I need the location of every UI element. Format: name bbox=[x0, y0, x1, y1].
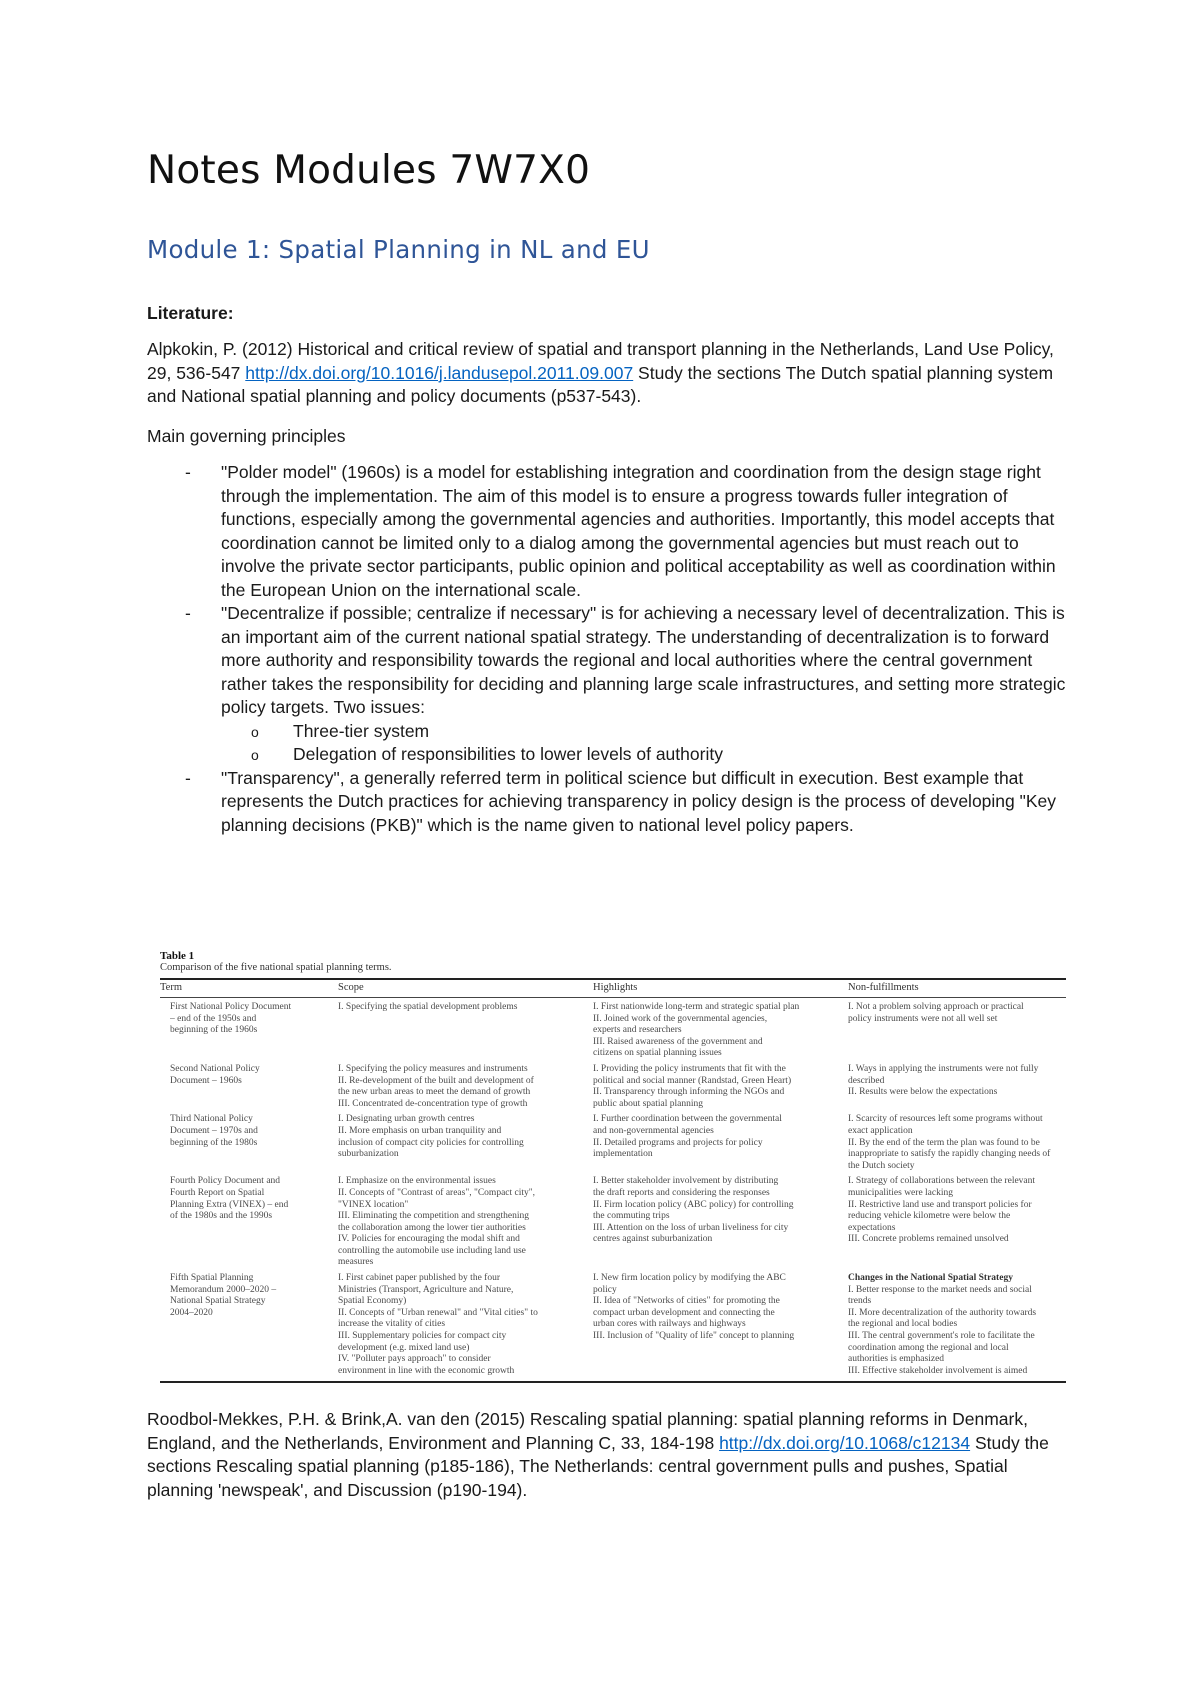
table-row bbox=[160, 1110, 1066, 1172]
cell-line: I. New firm location policy by modifying the ABC bbox=[593, 1273, 786, 1284]
cell-line: I. Scarcity of resources left some programs without bbox=[848, 1114, 1043, 1125]
sub-list-item bbox=[221, 720, 1072, 744]
cell-line: the collaboration among the lower tier authorities bbox=[338, 1222, 526, 1233]
circle-bullet: o bbox=[251, 747, 259, 763]
cell-line: centres against suburbanization bbox=[593, 1234, 713, 1245]
cell-line: the regional and local bodies bbox=[848, 1319, 958, 1330]
table-title: Table 1 bbox=[160, 950, 195, 962]
reference-text: Roodbol-Mekkes, P.H. & Brink,A. van den (2015) Rescaling spatial planning: spatial planning reforms in Denmark, England, and the Netherlands, Environment and Planning C, 33, 184-198 bbox=[147, 1409, 1028, 1453]
dash-bullet: - bbox=[185, 767, 191, 788]
cell-highlights bbox=[593, 1064, 848, 1110]
cell-line: III. Concrete problems remained unsolved bbox=[848, 1234, 1009, 1245]
cell-line: III. Supplementary policies for compact city bbox=[338, 1331, 507, 1342]
cell-highlights bbox=[593, 1114, 848, 1172]
comparison-table-figure bbox=[160, 950, 1066, 1383]
list-item-text: "Decentralize if possible; centralize if necessary" is for achieving a necessary level of decentralization. This is an important aim of the current national spatial strategy. The understanding of decentralization is to forward more authority and responsibility towards the regional and local authorities where the central government rather takes the responsibility for deciding and planning large scale infrastructures, and setting more strategic policy targets. Two issues: bbox=[221, 603, 1066, 717]
cell-line: – end of the 1950s and bbox=[170, 1013, 257, 1024]
cell-line: III. Eliminating the competition and strengthening bbox=[338, 1211, 530, 1222]
cell-line: I. Better response to the market needs and social bbox=[848, 1284, 1032, 1295]
list-item-text: "Polder model" (1960s) is a model for establishing integration and coordination from the design stage right through the implementation. The aim of this model is to ensure a progress towards fuller integration of functions, especially among the governmental agencies and authorities. Importantly, this model accepts that coordination cannot be limited only to a dialog among the governmental agencies but must reach out to involve the private sector participants, public opinion and political acceptability as well as coordination within the European Union on the international scale. bbox=[221, 462, 1056, 600]
cell-line: II. Transparency through informing the NGOs and bbox=[593, 1087, 785, 1098]
cell-term bbox=[160, 1114, 338, 1172]
cell-line: I. Better stakeholder involvement by distributing bbox=[593, 1176, 779, 1187]
cell-line: experts and researchers bbox=[593, 1025, 682, 1036]
cell-line: Spatial Economy) bbox=[338, 1296, 407, 1307]
cell-line: II. Results were below the expectations bbox=[848, 1087, 998, 1098]
table-row bbox=[160, 1060, 1066, 1110]
table-row bbox=[160, 998, 1066, 1060]
cell-line: I. Further coordination between the governmental bbox=[593, 1114, 782, 1125]
cell-line: III. Inclusion of "Quality of life" concept to planning bbox=[593, 1331, 795, 1342]
principles-heading: Main governing principles bbox=[147, 425, 346, 446]
cell-line: Third National Policy bbox=[170, 1114, 253, 1125]
table-row bbox=[160, 1172, 1066, 1269]
sub-item-text: Three-tier system bbox=[293, 720, 430, 741]
reference-note: Study the sections The Dutch spatial planning system and National spatial planning and policy documents (p537-543). bbox=[147, 362, 1054, 406]
cell-line: compact urban development and connecting the bbox=[593, 1307, 775, 1318]
reference-note: Study the sections Rescaling spatial planning (p185-186), The Netherlands: central government pulls and pushes, Spatial planning 'newspeak', and Discussion (p190-194). bbox=[147, 1432, 1049, 1500]
cell-highlights bbox=[593, 1273, 848, 1377]
cell-line: development (e.g. mixed land use) bbox=[338, 1342, 470, 1353]
cell-line: beginning of the 1980s bbox=[170, 1137, 258, 1148]
cell-term bbox=[160, 1002, 338, 1060]
principles-list bbox=[147, 461, 1072, 837]
list-item bbox=[147, 767, 1072, 838]
header-term-label: Term bbox=[160, 982, 183, 993]
cell-scope bbox=[338, 1064, 593, 1110]
cell-nonfulfillments bbox=[848, 1064, 1066, 1110]
cell-line: policy instruments were not all well set bbox=[848, 1013, 998, 1024]
cell-scope bbox=[338, 1002, 593, 1060]
cell-nonfulfillments bbox=[848, 1273, 1066, 1377]
cell-line: I. Ways in applying the instruments were not fully bbox=[848, 1063, 1039, 1074]
cell-line: III. Effective stakeholder involvement is aimed bbox=[848, 1365, 1028, 1376]
header-nonfulfillments-label: Non-fulfillments bbox=[848, 982, 919, 993]
cell-line: Document – 1970s and bbox=[170, 1125, 258, 1136]
cell-line: I. Specifying the policy measures and instruments bbox=[338, 1063, 528, 1074]
header-term bbox=[160, 981, 338, 995]
cell-line: the new urban areas to meet the demand of growth bbox=[338, 1087, 531, 1098]
cell-highlights bbox=[593, 1176, 848, 1269]
cell-line: coordination among the regional and local bbox=[848, 1342, 1009, 1353]
cell-line: trends bbox=[848, 1296, 872, 1307]
cell-line: III. Concentrated de-concentration type of growth bbox=[338, 1098, 528, 1109]
cell-line: described bbox=[848, 1075, 885, 1086]
table-bottom-rule bbox=[160, 1381, 1066, 1383]
cell-line: Fourth Report on Spatial bbox=[170, 1187, 265, 1198]
cell-line: Planning Extra (VINEX) – end bbox=[170, 1199, 289, 1210]
cell-line: I. First nationwide long-term and strategic spatial plan bbox=[593, 1002, 800, 1012]
sub-item-text: Delegation of responsibilities to lower levels of authority bbox=[293, 744, 723, 764]
table-caption: Comparison of the five national spatial planning terms. bbox=[160, 962, 392, 973]
cell-line: reducing vehicle kilometre were below the bbox=[848, 1211, 1011, 1222]
doi-link[interactable]: http://dx.doi.org/10.1016/j.landusepol.2011.09.007 bbox=[245, 362, 634, 383]
cell-heading: Changes in the National Spatial Strategy bbox=[848, 1273, 1013, 1284]
header-scope bbox=[338, 981, 593, 995]
sub-list bbox=[221, 720, 1072, 767]
list-item bbox=[147, 461, 1072, 602]
cell-scope bbox=[338, 1176, 593, 1269]
cell-line: II. Firm location policy (ABC policy) for controlling bbox=[593, 1199, 794, 1210]
circle-bullet: o bbox=[251, 723, 259, 740]
cell-line: II. Idea of "Networks of cities" for promoting the bbox=[593, 1296, 780, 1307]
cell-line: II. Concepts of "Urban renewal" and "Vital cities" to bbox=[338, 1307, 538, 1318]
header-scope-label: Scope bbox=[338, 982, 364, 993]
doi-link[interactable]: http://dx.doi.org/10.1068/c12134 bbox=[719, 1432, 971, 1453]
cell-line: Fourth Policy Document and bbox=[170, 1176, 281, 1187]
cell-line: 2004–2020 bbox=[170, 1307, 213, 1318]
cell-line: Second National Policy bbox=[170, 1063, 260, 1074]
cell-line: environment in line with the economic growth bbox=[338, 1365, 515, 1376]
cell-line: II. More decentralization of the authority towards bbox=[848, 1307, 1037, 1318]
table-body bbox=[160, 998, 1066, 1377]
document-title: Notes Modules 7W7X0 bbox=[147, 148, 591, 193]
list-item-text: "Transparency", a generally referred term in political science but difficult in execution. Best example that represents the Dutch practices for achieving transparency in policy design is the process of developing "Key planning decisions (PKB)" which is the name given to national level policy papers. bbox=[221, 767, 1056, 835]
cell-nonfulfillments bbox=[848, 1176, 1066, 1269]
cell-line: policy bbox=[593, 1284, 617, 1295]
cell-line: exact application bbox=[848, 1125, 913, 1136]
cell-line: II. By the end of the term the plan was found to be bbox=[848, 1137, 1040, 1148]
cell-line: II. More emphasis on urban tranquility and bbox=[338, 1125, 502, 1136]
cell-line: III. Raised awareness of the government and bbox=[593, 1036, 763, 1047]
cell-line: National Spatial Strategy bbox=[170, 1296, 266, 1307]
cell-line: increase the vitality of cities bbox=[338, 1319, 446, 1330]
cell-term bbox=[160, 1273, 338, 1377]
literature-label: Literature: bbox=[147, 303, 234, 323]
cell-line: implementation bbox=[593, 1149, 653, 1160]
table-row bbox=[160, 1269, 1066, 1377]
cell-line: political and social manner (Randstad, Green Heart) bbox=[593, 1075, 792, 1086]
cell-nonfulfillments bbox=[848, 1114, 1066, 1172]
header-highlights bbox=[593, 981, 848, 995]
cell-line: First National Policy Document bbox=[170, 1002, 292, 1012]
cell-line: authorities is emphasized bbox=[848, 1354, 945, 1365]
cell-line: controlling the automobile use including land use bbox=[338, 1245, 526, 1256]
cell-scope bbox=[338, 1114, 593, 1172]
cell-nonfulfillments bbox=[848, 1002, 1066, 1060]
cell-line: I. Designating urban growth centres bbox=[338, 1114, 475, 1125]
cell-line: inclusion of compact city policies for controlling bbox=[338, 1137, 524, 1148]
cell-line: measures bbox=[338, 1257, 374, 1268]
cell-line: the draft reports and considering the responses bbox=[593, 1187, 770, 1198]
cell-line: IV. Policies for encouraging the modal shift and bbox=[338, 1234, 520, 1245]
list-item bbox=[147, 602, 1072, 767]
cell-line: II. Concepts of "Contrast of areas", "Compact city", bbox=[338, 1187, 536, 1198]
cell-line: municipalities were lacking bbox=[848, 1187, 953, 1198]
cell-scope bbox=[338, 1273, 593, 1377]
cell-line: public about spatial planning bbox=[593, 1098, 704, 1109]
cell-line: II. Detailed programs and projects for policy bbox=[593, 1137, 763, 1148]
cell-line: II. Joined work of the governmental agencies, bbox=[593, 1013, 768, 1024]
cell-line: II. Restrictive land use and transport policies for bbox=[848, 1199, 1032, 1210]
document-body bbox=[147, 148, 1072, 837]
cell-line: I. Providing the policy instruments that fit with the bbox=[593, 1063, 786, 1074]
module-heading: Module 1: Spatial Planning in NL and EU bbox=[147, 235, 650, 264]
dash-bullet: - bbox=[185, 462, 191, 482]
cell-line: urban cores with railways and highways bbox=[593, 1319, 746, 1330]
header-nonfulfillments bbox=[848, 981, 1066, 995]
cell-line: Fifth Spatial Planning bbox=[170, 1273, 254, 1284]
cell-term bbox=[160, 1176, 338, 1269]
cell-line: II. Re-development of the built and development of bbox=[338, 1075, 534, 1086]
cell-highlights bbox=[593, 1002, 848, 1060]
cell-line: Document – 1960s bbox=[170, 1075, 242, 1086]
cell-line: III. The central government's role to facilitate the bbox=[848, 1331, 1035, 1342]
cell-line: Ministries (Transport, Agriculture and Nature, bbox=[338, 1284, 514, 1295]
sub-list-item bbox=[221, 743, 1072, 767]
cell-line: expectations bbox=[848, 1222, 896, 1233]
cell-line: I. Strategy of collaborations between the relevant bbox=[848, 1176, 1036, 1187]
cell-line: I. First cabinet paper published by the four bbox=[338, 1273, 500, 1284]
dash-bullet: - bbox=[185, 603, 191, 623]
reference-alpkokin bbox=[147, 338, 1072, 409]
header-highlights-label: Highlights bbox=[593, 982, 638, 993]
cell-line: the Dutch society bbox=[848, 1160, 915, 1171]
reference-text: Alpkokin, P. (2012) Historical and critical review of spatial and transport planning in the Netherlands, Land Use Policy, 29, 536-547 bbox=[147, 339, 1054, 383]
cell-line: and non-governmental agencies bbox=[593, 1125, 714, 1136]
cell-line: I. Emphasize on the environmental issues bbox=[338, 1176, 496, 1187]
reference-roodbol-mekkes bbox=[147, 1408, 1072, 1502]
cell-line: suburbanization bbox=[338, 1149, 399, 1160]
cell-line: III. Attention on the loss of urban liveliness for city bbox=[593, 1222, 789, 1233]
cell-line: IV. "Polluter pays approach" to consider bbox=[338, 1354, 491, 1365]
cell-line: citizens on spatial planning issues bbox=[593, 1048, 722, 1059]
cell-line: inappropriate to satisfy the rapidly changing needs of bbox=[848, 1149, 1051, 1160]
table-header-row bbox=[160, 980, 1066, 998]
cell-line: "VINEX location" bbox=[338, 1199, 409, 1210]
cell-term bbox=[160, 1064, 338, 1110]
cell-line: I. Specifying the spatial development problems bbox=[338, 1002, 518, 1012]
cell-line: I. Not a problem solving approach or practical bbox=[848, 1002, 1024, 1012]
cell-line: Memorandum 2000–2020 – bbox=[170, 1284, 277, 1295]
cell-line: the commuting trips bbox=[593, 1211, 670, 1222]
cell-line: of the 1980s and the 1990s bbox=[170, 1211, 273, 1222]
cell-line: beginning of the 1960s bbox=[170, 1025, 258, 1036]
